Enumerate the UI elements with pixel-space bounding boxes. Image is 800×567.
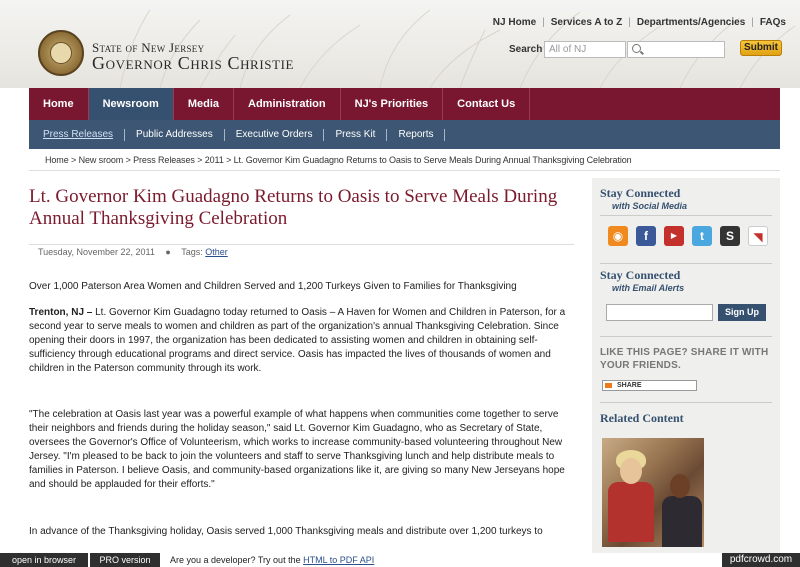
paragraph-text: Lt. Governor Kim Guadagno today returned to Oasis – A Haven for Women and Children in Paterson, for a second year to serve meals to women and children as part of the organization's annual Thanksgiving Celebration. Since opening their doors in 1997, the organization has been dedicated to assisting women and children in obtaining self-sufficiency through educational programs and direct service. Oasis has impacted the lives of thousands of women and children in the Paterson community through its work. (29, 307, 566, 374)
search-input[interactable] (627, 41, 725, 58)
article-paragraph (29, 306, 574, 376)
stay-connected-heading: Stay Connected (600, 186, 681, 200)
subnav-press-kit[interactable]: Press Kit (335, 129, 387, 141)
twitter-icon[interactable]: t (692, 226, 712, 246)
separator: | (751, 17, 754, 28)
social-media-subheading: with Social Media (612, 201, 688, 211)
breadcrumb[interactable]: Home > New sroom > Press Releases > 2011 > Lt. Governor Kim Guadagno Returns to Oasis to Serve Meals During Annual Thanksgiving Celebration (45, 155, 632, 165)
sub-nav (29, 120, 780, 149)
pdf-toolbar (0, 553, 800, 567)
promo-text: Are you a developer? Try out the (170, 555, 301, 565)
nj-state-seal-icon[interactable] (38, 30, 84, 76)
search-scope-select[interactable]: All of NJ (544, 41, 626, 58)
top-link-departments[interactable]: Departments/Agencies (636, 17, 746, 28)
share-button[interactable]: SHARE (602, 380, 697, 391)
subnav-press-releases[interactable]: Press Releases (43, 129, 125, 141)
top-link-services[interactable]: Services A to Z (550, 17, 623, 28)
page-title: Lt. Governor Kim Guadagno Returns to Oasis to Serve Meals During Annual Thanksgiving Celebration (29, 186, 558, 229)
divider (600, 263, 772, 264)
main-nav (29, 88, 780, 120)
brand-main-line[interactable]: Governor Chris Christie (92, 53, 295, 73)
article-meta (38, 247, 228, 257)
separator: | (628, 17, 631, 28)
pro-version-button[interactable]: PRO version (90, 553, 160, 567)
nav-contact-us[interactable]: Contact Us (443, 88, 530, 120)
pdfcrowd-logo[interactable]: pdfcrowd.com (722, 553, 800, 567)
dateline: Trenton, NJ – (29, 307, 96, 318)
nav-nj-priorities[interactable]: NJ's Priorities (341, 88, 444, 120)
divider (29, 244, 574, 245)
subnav-executive-orders[interactable]: Executive Orders (236, 129, 325, 141)
developer-promo (170, 553, 374, 567)
top-link-nj-home[interactable]: NJ Home (492, 17, 537, 28)
search-icon (632, 44, 641, 53)
rss-icon[interactable]: ◉ (608, 226, 628, 246)
top-utility-links (493, 17, 786, 28)
nav-media[interactable]: Media (174, 88, 234, 120)
html-to-pdf-link[interactable]: HTML to PDF API (303, 555, 375, 565)
tags-label: Tags: (181, 247, 203, 257)
top-link-faqs[interactable]: FAQs (759, 17, 786, 28)
search-label: Search (509, 44, 543, 55)
open-in-browser-button[interactable]: open in browser (0, 553, 88, 567)
nav-newsroom[interactable]: Newsroom (89, 88, 174, 120)
social-icons (608, 226, 768, 246)
nav-home[interactable]: Home (29, 88, 89, 120)
article-date: Tuesday, November 22, 2011 (38, 247, 155, 257)
divider (29, 170, 780, 171)
article-paragraph: In advance of the Thanksgiving holiday, Oasis served 1,000 Thanksgiving meals and distribute over 1,200 turkeys to (29, 526, 543, 537)
separator: | (542, 17, 545, 28)
bullet-separator: ● (165, 247, 171, 257)
nav-administration[interactable]: Administration (234, 88, 341, 120)
search-submit-button[interactable]: Submit (740, 40, 782, 56)
email-field[interactable] (606, 304, 713, 321)
article-subhead: Over 1,000 Paterson Area Women and Children Served and 1,200 Turkeys Given to Families for Thanksgiving (29, 281, 517, 292)
brand-top-line[interactable]: State of New Jersey (92, 40, 205, 55)
stay-connected-email-heading: Stay Connected (600, 268, 681, 282)
flickr-icon[interactable]: ◥ (748, 226, 768, 246)
sign-up-button[interactable]: Sign Up (718, 304, 766, 321)
scribd-icon[interactable]: S (720, 226, 740, 246)
share-prompt: LIKE THIS PAGE? SHARE IT WITH YOUR FRIENDS. (600, 347, 769, 371)
subnav-public-addresses[interactable]: Public Addresses (136, 129, 225, 141)
youtube-icon[interactable]: ▶ (664, 226, 684, 246)
divider (600, 215, 772, 216)
article-paragraph: "The celebration at Oasis last year was a powerful example of what happens when communities come together to serve their neighbors and friends during the holiday season," said Lt. Governor Kim Guadagno, who as Secretary of State, oversees the Governor's Office of Volunteerism, which works to increase community-based volunteering throughout New Jersey. "I'm pleased to be back to join the volunteers and staff to serve Thanksgiving lunch and help distribute meals to families in Paterson. I believe Oasis, and community-based organizations like it, are giving so many New Jerseyans hope and should be applauded for their efforts." (29, 409, 565, 490)
related-content-photo[interactable] (602, 438, 704, 547)
tag-link-other[interactable]: Other (205, 247, 228, 257)
divider (600, 402, 772, 403)
email-alerts-subheading: with Email Alerts (612, 283, 685, 293)
subnav-reports[interactable]: Reports (398, 129, 445, 141)
related-content-heading: Related Content (600, 411, 684, 425)
sidebar (592, 178, 780, 567)
divider (600, 336, 772, 337)
site-header (0, 0, 800, 88)
facebook-icon[interactable]: f (636, 226, 656, 246)
